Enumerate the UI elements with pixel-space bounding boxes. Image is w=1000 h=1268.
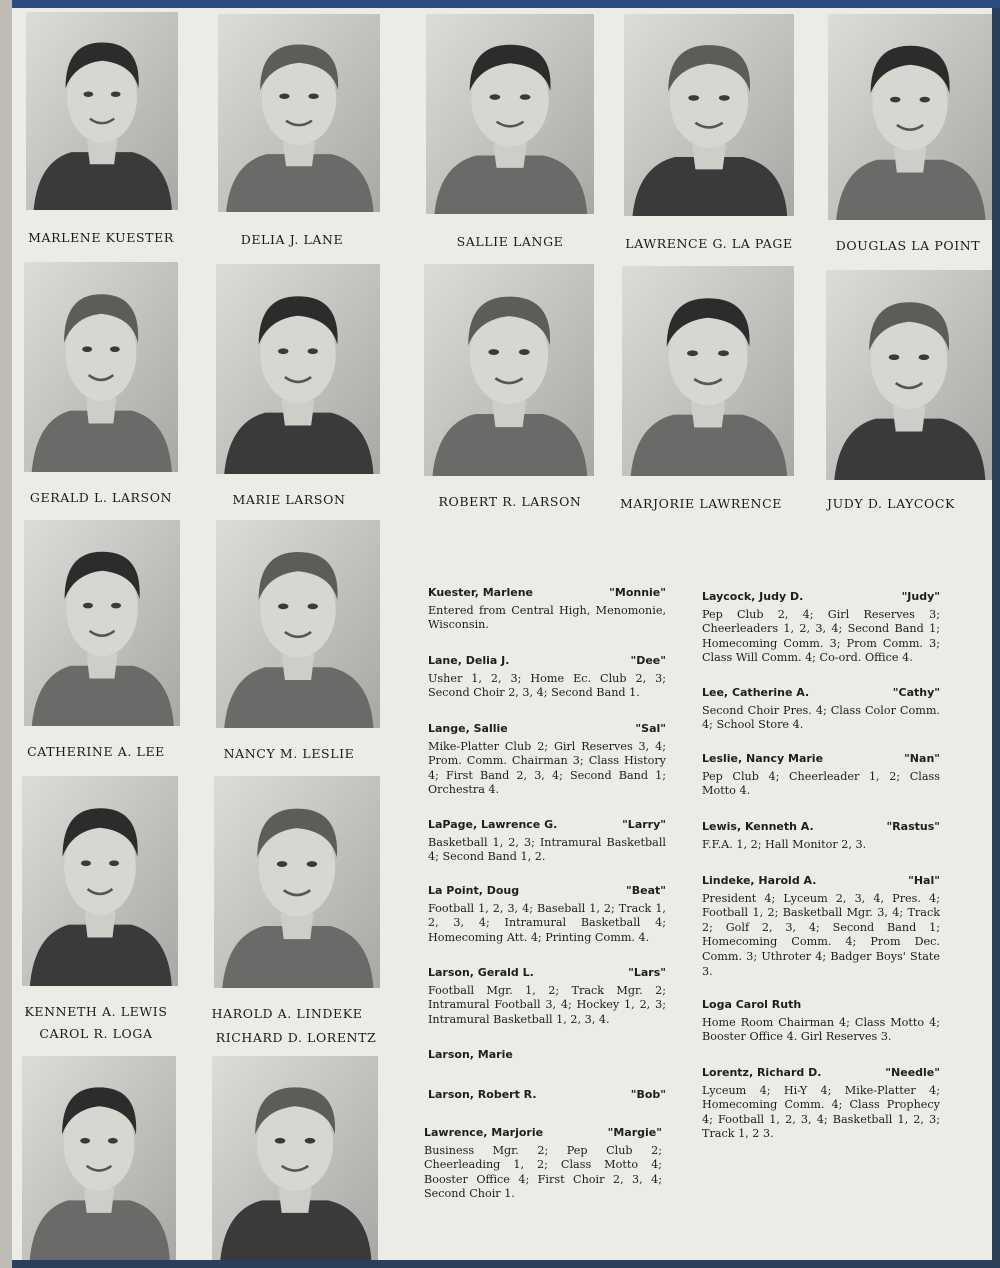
portrait-name: KENNETH A. LEWIS (24, 1004, 168, 1019)
biography-name: Larson, Gerald L. (428, 966, 534, 979)
portrait-photo (424, 264, 594, 476)
biography-nickname: "Larry" (622, 818, 666, 831)
biography-nickname: "Cathy" (892, 686, 940, 699)
portrait-photo (22, 776, 178, 986)
portrait-name: SALLIE LANGE (456, 234, 564, 249)
biography-activities: Business Mgr. 2; Pep Club 2; Cheerleading 1, 2; Class Motto 4; Booster Office 4; First Choir 2, 3, 4; Second Choir 1. (424, 1143, 662, 1201)
biography-header (702, 590, 940, 605)
biography-entry (702, 590, 940, 666)
portrait-photo (22, 1056, 176, 1260)
person-portrait-icon (624, 14, 794, 216)
biography-name: Leslie, Nancy Marie (702, 752, 824, 765)
portrait-photo (624, 14, 794, 216)
biography-nickname: "Needle" (885, 1066, 940, 1079)
biography-nickname: "Sal" (635, 722, 666, 735)
portrait-photo (214, 776, 380, 988)
portrait-name: CATHERINE A. LEE (27, 744, 165, 759)
portrait-name: MARIE LARSON (232, 492, 346, 507)
person-portrait-icon (826, 270, 992, 480)
portrait-name: MARLENE KUESTER (28, 230, 174, 245)
biography-name: Lewis, Kenneth A. (702, 820, 814, 833)
biography-entry (428, 654, 666, 701)
person-portrait-icon (426, 14, 594, 214)
biography-activities: Entered from Central High, Menomonie, Wisconsin. (428, 603, 666, 632)
biography-activities: Home Room Chairman 4; Class Motto 4; Booster Office 4. Girl Reserves 3. (702, 1015, 940, 1044)
portrait-name: NANCY M. LESLIE (223, 746, 355, 761)
portrait-photo (426, 14, 594, 214)
portrait-name: DOUGLAS LA POINT (835, 238, 981, 253)
biography-activities: Mike-Platter Club 2; Girl Reserves 3, 4; Prom. Comm. Chairman 3; Class History 4; First Band 2, 3, 4; Second Band 1; Orchestra 4. (428, 739, 666, 797)
biography-name: LaPage, Lawrence G. (428, 818, 558, 831)
biography-name: Lindeke, Harold A. (702, 874, 817, 887)
biography-name: Larson, Marie (428, 1048, 513, 1061)
person-portrait-icon (212, 1056, 378, 1260)
biography-entry (702, 998, 940, 1045)
biography-nickname: "Margie" (607, 1126, 662, 1139)
yearbook-page (12, 8, 992, 1260)
biography-nickname: "Nan" (904, 752, 940, 765)
biography-header (428, 586, 666, 601)
biography-name: Lange, Sallie (428, 722, 508, 735)
biography-name: Kuester, Marlene (428, 586, 534, 599)
biography-header (428, 1048, 666, 1063)
biography-activities: Pep Club 4; Cheerleader 1, 2; Class Motto 4. (702, 769, 940, 798)
biography-header (702, 820, 940, 835)
biography-entry (702, 752, 940, 799)
portrait-photo (218, 14, 380, 212)
biography-nickname: "Monnie" (609, 586, 666, 599)
portrait-name: MARJORIE LAWRENCE (620, 496, 782, 511)
portrait-photo (24, 262, 178, 472)
biography-header (428, 966, 666, 981)
biography-entry (428, 966, 666, 1027)
person-portrait-icon (216, 264, 380, 474)
biography-name: Lee, Catherine A. (702, 686, 810, 699)
portrait-name: JUDY D. LAYCOCK (827, 496, 955, 511)
biography-entry (702, 820, 940, 852)
biography-activities: Pep Club 2, 4; Girl Reserves 3; Cheerleaders 1, 2, 3, 4; Second Band 1; Homecoming Comm. 3; Prom Comm. 3; Class Will Comm. 4; Co-ord. Office 4. (702, 607, 940, 665)
biography-entry (424, 1126, 662, 1202)
portrait-photo (828, 14, 992, 220)
biography-entry (702, 874, 940, 979)
biography-header (702, 1066, 940, 1081)
portrait-name: DELIA J. LANE (240, 232, 344, 247)
biography-nickname: "Bob" (630, 1088, 666, 1101)
biography-activities: Second Choir Pres. 4; Class Color Comm. 4; School Store 4. (702, 703, 940, 732)
portrait-name: LAWRENCE G. LA PAGE (625, 236, 793, 251)
person-portrait-icon (22, 1056, 176, 1260)
biography-entry (428, 586, 666, 633)
portrait-photo (24, 520, 180, 726)
biography-activities: Usher 1, 2, 3; Home Ec. Club 2, 3; Second Choir 2, 3, 4; Second Band 1. (428, 671, 666, 700)
biography-name: Lorentz, Richard D. (702, 1066, 822, 1079)
biography-entry (428, 722, 666, 798)
biography-activities: Football 1, 2, 3, 4; Baseball 1, 2; Track 1, 2, 3, 4; Intramural Basketball 4; Homecoming Att. 4; Printing Comm. 4. (428, 901, 666, 944)
biography-entry (702, 686, 940, 733)
biography-name: Loga Carol Ruth (702, 998, 802, 1011)
person-portrait-icon (24, 520, 180, 726)
portrait-name: HAROLD A. LINDEKE (211, 1006, 363, 1021)
biography-nickname: "Hal" (908, 874, 940, 887)
biography-header (428, 884, 666, 899)
biography-name: Laycock, Judy D. (702, 590, 804, 603)
biography-entry (428, 1048, 666, 1066)
biography-name: Lane, Delia J. (428, 654, 510, 667)
portrait-photo (826, 270, 992, 480)
portrait-photo (622, 266, 794, 476)
person-portrait-icon (216, 520, 380, 728)
person-portrait-icon (22, 776, 178, 986)
biography-entry (428, 818, 666, 865)
person-portrait-icon (622, 266, 794, 476)
biography-activities: Lyceum 4; Hi-Y 4; Mike-Platter 4; Homecoming Comm. 4; Class Prophecy 4; Football 1, 2, 3, 4; Basketball 1, 2, 3; Track 1, 2 3. (702, 1083, 940, 1141)
person-portrait-icon (26, 12, 178, 210)
biography-nickname: "Beat" (626, 884, 666, 897)
biography-nickname: "Rastus" (886, 820, 940, 833)
biography-entry (428, 1088, 666, 1106)
biography-activities: Basketball 1, 2, 3; Intramural Basketball 4; Second Band 1, 2. (428, 835, 666, 864)
biography-header (424, 1126, 662, 1141)
biography-header (428, 1088, 666, 1103)
binding-edge (0, 0, 1000, 8)
biography-header (428, 818, 666, 833)
person-portrait-icon (214, 776, 380, 988)
biography-name: La Point, Doug (428, 884, 520, 897)
person-portrait-icon (218, 14, 380, 212)
biography-nickname: "Dee" (630, 654, 666, 667)
biography-header (428, 654, 666, 669)
portrait-photo (216, 520, 380, 728)
person-portrait-icon (24, 262, 178, 472)
biography-entry (702, 1066, 940, 1142)
page-gutter (0, 0, 12, 1268)
biography-header (702, 874, 940, 889)
biography-name: Larson, Robert R. (428, 1088, 537, 1101)
portrait-name: RICHARD D. LORENTZ (215, 1030, 377, 1045)
biography-header (428, 722, 666, 737)
biography-entry (428, 884, 666, 945)
biography-name: Lawrence, Marjorie (424, 1126, 544, 1139)
portrait-photo (26, 12, 178, 210)
biography-activities: F.F.A. 1, 2; Hall Monitor 2, 3. (702, 837, 867, 851)
portrait-photo (212, 1056, 378, 1260)
portrait-name: CAROL R. LOGA (39, 1026, 153, 1041)
biography-nickname: "Judy" (901, 590, 940, 603)
biography-header (702, 998, 940, 1013)
portrait-name: GERALD L. LARSON (29, 490, 173, 505)
person-portrait-icon (828, 14, 992, 220)
biography-header (702, 686, 940, 701)
biography-header (702, 752, 940, 767)
biography-activities: President 4; Lyceum 2, 3, 4, Pres. 4; Football 1, 2; Basketball Mgr. 3, 4; Track 2; Golf 2, 3, 4; Second Band 1; Homecoming Comm. 4; Prom Dec. Comm. 3; Uthroter 4; Badger Boys' State 3. (702, 891, 940, 978)
portrait-name: ROBERT R. LARSON (438, 494, 582, 509)
person-portrait-icon (424, 264, 594, 476)
biography-activities: Football Mgr. 1, 2; Track Mgr. 2; Intramural Football 3, 4; Hockey 1, 2, 3; Intramural Basketball 1, 2, 3, 4. (428, 983, 666, 1026)
biography-nickname: "Lars" (628, 966, 666, 979)
portrait-photo (216, 264, 380, 474)
